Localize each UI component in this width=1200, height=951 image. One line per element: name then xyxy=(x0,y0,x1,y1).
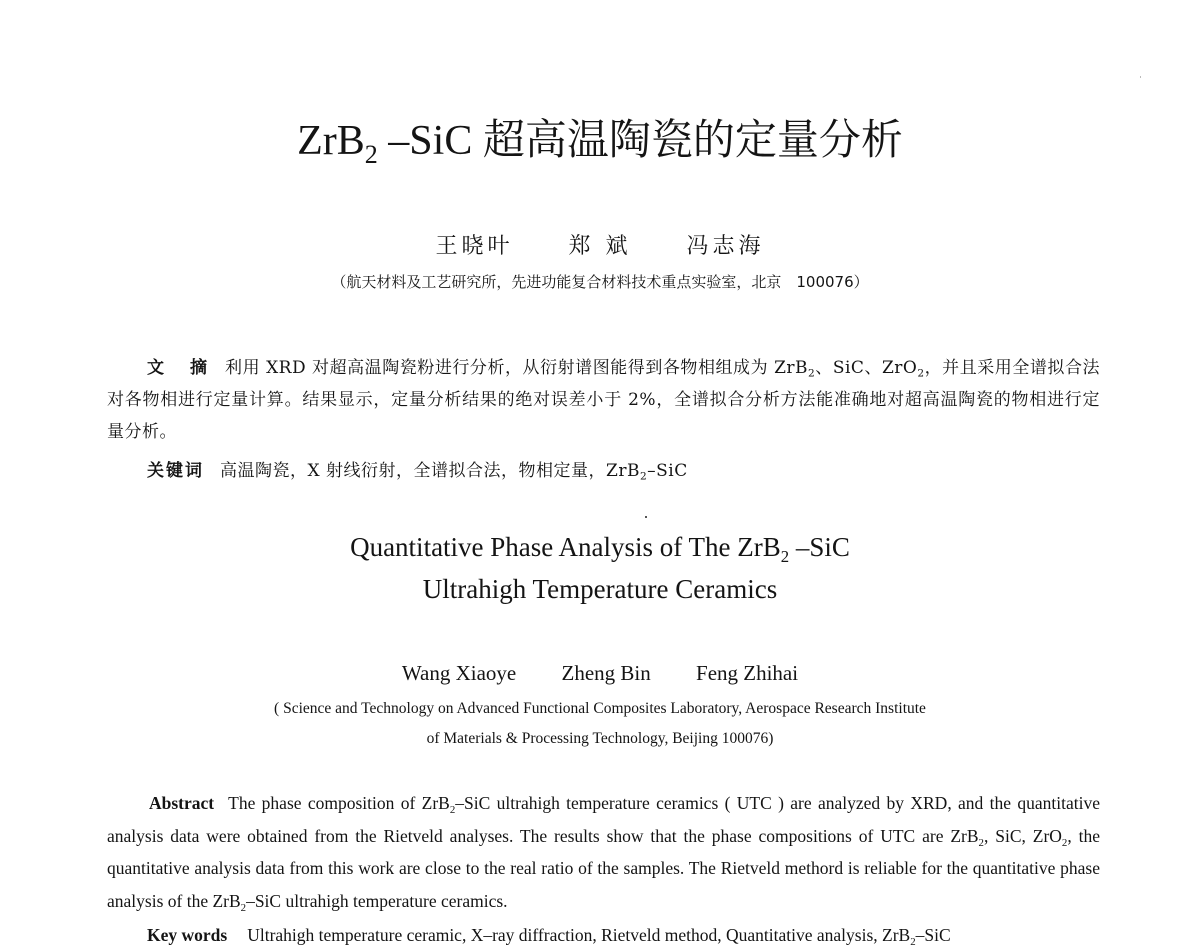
subscript: 2 xyxy=(808,367,816,380)
english-abstract xyxy=(107,787,1100,917)
title-formula-suffix: –SiC xyxy=(377,118,483,164)
abstract-text: 、SiC、ZrO xyxy=(815,358,918,378)
author-name: Feng Zhihai xyxy=(696,661,799,685)
keywords-text: –SiC xyxy=(647,461,688,481)
subscript: 2 xyxy=(780,546,790,566)
english-title-line xyxy=(0,526,1200,568)
abstract-text: The phase composition of ZrB xyxy=(228,793,450,813)
subscript: 2 xyxy=(917,367,925,380)
subscript: 2 xyxy=(240,901,247,914)
chinese-abstract xyxy=(107,352,1100,448)
abstract-text: 利用 XRD 对超高温陶瓷粉进行分析，从衍射谱图能得到各物相组成为 ZrB xyxy=(225,358,809,378)
scan-speck xyxy=(645,516,647,518)
chinese-title xyxy=(0,112,1200,169)
author-name: 王晓叶 xyxy=(435,234,514,259)
subscript: 2 xyxy=(1061,836,1068,849)
chinese-title-text: 超高温陶瓷的定量分析 xyxy=(482,115,903,164)
subscript: 2 xyxy=(910,935,916,948)
scan-speck xyxy=(1140,76,1141,78)
english-affiliation xyxy=(0,694,1200,754)
english-title-part: Quantitative Phase Analysis of The ZrB xyxy=(350,532,781,562)
english-title xyxy=(0,526,1200,610)
author-name: 郑 斌 xyxy=(568,234,632,259)
english-title-line: Ultrahigh Temperature Ceramics xyxy=(422,574,778,604)
author-name: Wang Xiaoye xyxy=(401,661,517,685)
subscript: 2 xyxy=(639,470,648,483)
author-name: 冯志海 xyxy=(686,234,765,259)
chinese-keywords xyxy=(147,455,1100,487)
chinese-affiliation: （航天材料及工艺研究所，先进功能复合材料技术重点实验室，北京 100076） xyxy=(331,273,869,291)
english-author-list xyxy=(0,658,1200,688)
title-formula-subscript: 2 xyxy=(364,140,378,170)
keywords-text: –SiC xyxy=(915,925,951,945)
english-keywords xyxy=(147,919,1100,951)
english-title-part: –SiC xyxy=(789,532,850,562)
keywords-text: Ultrahigh temperature ceramic, X–ray diffraction, Rietveld method, Quantitative analysis, ZrB xyxy=(247,925,911,945)
title-formula-part: ZrB xyxy=(297,118,365,164)
affiliation-line: ( Science and Technology on Advanced Functional Composites Laboratory, Aerospace Research Institute xyxy=(274,700,926,717)
subscript: 2 xyxy=(978,836,984,849)
abstract-text: , SiC, ZrO xyxy=(983,825,1062,846)
affiliation-line: of Materials & Processing Technology, Beijing 100076) xyxy=(426,730,774,747)
abstract-text: , the quantitative analysis data from this work are close to the real ratio of the samples. The Rietveld methord is reliable for the quantitative phase analysis of the ZrB xyxy=(107,825,1100,911)
abstract-text: –SiC ultrahigh temperature ceramics. xyxy=(246,890,508,911)
chinese-author-list xyxy=(0,232,1200,262)
abstract-text: –SiC ultrahigh temperature ceramics ( UTC ) are analyzed by XRD, and the quantitative analysis data were obtained from the Rietveld analyses. The results show that the phase compositions of UTC are ZrB xyxy=(107,793,1100,846)
author-name: Zheng Bin xyxy=(561,661,651,685)
abstract-text: ，并且采用全谱拟合法对各物相进行定量计算。结果显示，定量分析结果的绝对误差小于 2%，全谱拟合分析方法能准确地对超高温陶瓷的物相进行定量分析。 xyxy=(107,358,1100,442)
english-keywords-label: Key words xyxy=(147,925,228,945)
keywords-text: 高温陶瓷，X 射线衍射，全谱拟合法，物相定量，ZrB xyxy=(220,461,640,481)
english-abstract-label: Abstract xyxy=(149,793,215,813)
chinese-keywords-label: 关键词 xyxy=(147,461,204,481)
chinese-abstract-label: 文 摘 xyxy=(147,358,218,378)
subscript: 2 xyxy=(449,803,456,816)
